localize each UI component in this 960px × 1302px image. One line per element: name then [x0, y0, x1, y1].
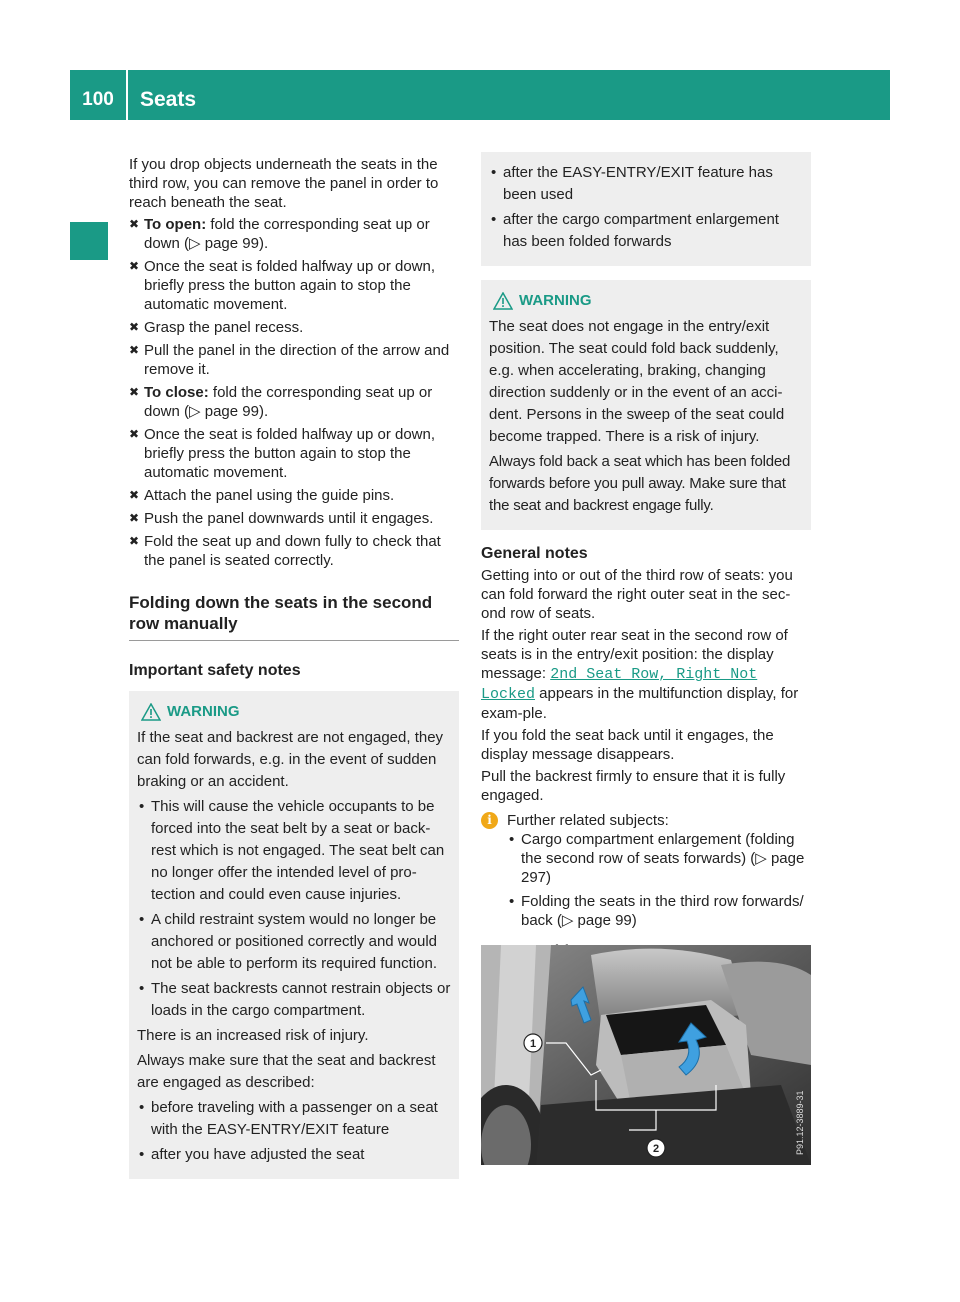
right-column: [481, 152, 811, 962]
step-item: ✖ Once the seat is folded halfway up or down, briefly press the button again to stop the automatic movement.: [129, 426, 436, 481]
general-text: If the right outer rear seat in the second row of seats is in the entry/exit position: the display message: 2nd Seat Row, Right Not Locked appears in the multifunction display, for exam-ple.: [481, 627, 799, 722]
step-arrow-icon: ✖: [129, 488, 140, 502]
step-arrow-icon: ✖: [129, 385, 140, 399]
list-item: • This will cause the vehicle occupants to be forced into the seat belt by a seat or back-rest which is not engaged. The seat belt can no longer offer the intended level of pro-tection and could even cause injuries.: [139, 798, 445, 903]
warning-triangle-icon: [141, 703, 161, 721]
bullet-icon: •: [491, 164, 497, 181]
subheading-safety: Important safety notes: [129, 662, 301, 679]
warning-title: WARNING: [489, 290, 803, 312]
warning-box: [129, 691, 459, 1179]
bullet-icon: •: [139, 1146, 145, 1163]
info-icon: i: [481, 812, 498, 829]
bullet-icon: •: [139, 1099, 145, 1116]
entry-position-photo: [481, 945, 811, 1165]
step-arrow-icon: ✖: [129, 427, 140, 441]
step-item: ✖ Attach the panel using the guide pins.: [129, 487, 395, 504]
warning-always: Always make sure that the seat and backrest are engaged as described:: [137, 1052, 436, 1091]
list-item: • The seat backrests cannot restrain objects or loads in the cargo compartment.: [139, 980, 451, 1019]
step-item: ✖ To close: fold the corresponding seat up or down (▷ page 99).: [129, 384, 433, 420]
step-item: ✖ Pull the panel in the direction of the arrow and remove it.: [129, 342, 450, 378]
list-item: • after the EASY-ENTRY/EXIT feature has been used: [491, 164, 773, 203]
bullet-icon: •: [509, 893, 515, 910]
figure-code: P91.12-3889-31: [795, 1090, 805, 1155]
seat-illustration: [481, 945, 811, 1165]
general-text: Getting into or out of the third row of seats: you can fold forward the right outer seat in the sec-ond row of seats.: [481, 567, 793, 622]
callout-2-label: 2: [652, 1143, 660, 1155]
list-item: • A child restraint system would no longer be anchored or positioned correctly and would not be able to perform its required function.: [139, 911, 438, 972]
general-text: If you fold the seat back until it engages, the display message disappears.: [481, 727, 774, 763]
warning-text: Always fold back a seat which has been folded forwards before you pull away. Make sure that the seat and backrest engage fully.: [489, 453, 791, 514]
info-note: [481, 811, 811, 830]
warning-continued-box: [481, 152, 811, 266]
left-column: [129, 155, 459, 1179]
step-arrow-icon: ✖: [129, 259, 140, 273]
step-arrow-icon: ✖: [129, 320, 140, 334]
intro-text: If you drop objects underneath the seats in the third row, you can remove the panel in order to reach beneath the seat.: [129, 156, 439, 211]
step-arrow-icon: ✖: [129, 217, 140, 231]
list-item: • after the cargo compartment enlargement has been folded forwards: [491, 211, 779, 250]
section-rule: [129, 640, 459, 641]
step-arrow-icon: ✖: [129, 511, 140, 525]
sidebar-marker: [70, 222, 108, 260]
step-item: ✖ To open: fold the corresponding seat up or down (▷ page 99).: [129, 216, 430, 252]
warning-text: The seat does not engage in the entry/exit position. The seat could fold back suddenly, e.g. when accelerating, braking, changing direction suddenly or in the event of an acci-dent. Persons in the sweep of the seat could become trapped. There is a risk of injury.: [489, 318, 785, 445]
list-item: • after you have adjusted the seat: [137, 1144, 451, 1166]
sidebar-chapter: [72, 270, 108, 670]
display-message: 2nd Seat Row, Right Not Locked: [481, 666, 758, 703]
bullet-icon: •: [139, 911, 145, 928]
step-item: ✖ Once the seat is folded halfway up or down, briefly press the button again to stop the automatic movement.: [129, 258, 436, 313]
general-text: Pull the backrest firmly to ensure that it is fully engaged.: [481, 768, 786, 804]
header-divider: [126, 70, 128, 120]
bullet-icon: •: [139, 798, 145, 815]
list-item: • before traveling with a passenger on a seat with the EASY-ENTRY/EXIT feature: [139, 1099, 438, 1138]
warning-triangle-icon: [493, 292, 513, 310]
bullet-icon: •: [139, 980, 145, 997]
step-arrow-icon: ✖: [129, 534, 140, 548]
step-arrow-icon: ✖: [129, 343, 140, 357]
info-label: Further related subjects:: [507, 812, 669, 829]
step-list: [129, 215, 459, 570]
bullet-icon: •: [491, 211, 497, 228]
list-item: • Folding the seats in the third row forwards/ back (▷ page 99): [509, 893, 804, 929]
general-notes-heading: General notes: [481, 545, 588, 562]
warning-intro: If the seat and backrest are not engaged, they can fold forwards, e.g. in the event of sudden braking or an accident.: [137, 729, 444, 790]
step-item: ✖ Fold the seat up and down fully to check that the panel is seated correctly.: [129, 533, 441, 569]
info-list: [481, 830, 811, 930]
step-item: ✖ Grasp the panel recess.: [129, 319, 304, 336]
list-item: • Cargo compartment enlargement (folding the second row of seats forwards) (▷ page 297): [509, 831, 805, 886]
callout-1-label: 1: [529, 1038, 537, 1050]
page-title: Seats: [140, 88, 197, 111]
step-item: ✖ Push the panel downwards until it engages.: [129, 510, 434, 527]
warning-risk: There is an increased risk of injury.: [137, 1027, 369, 1044]
section-heading: Folding down the seats in the second row manually: [129, 593, 433, 633]
warning-box-entry: [481, 280, 811, 530]
warning-title: WARNING: [137, 701, 451, 723]
page-number: 100: [82, 89, 114, 110]
bullet-icon: •: [509, 831, 515, 848]
